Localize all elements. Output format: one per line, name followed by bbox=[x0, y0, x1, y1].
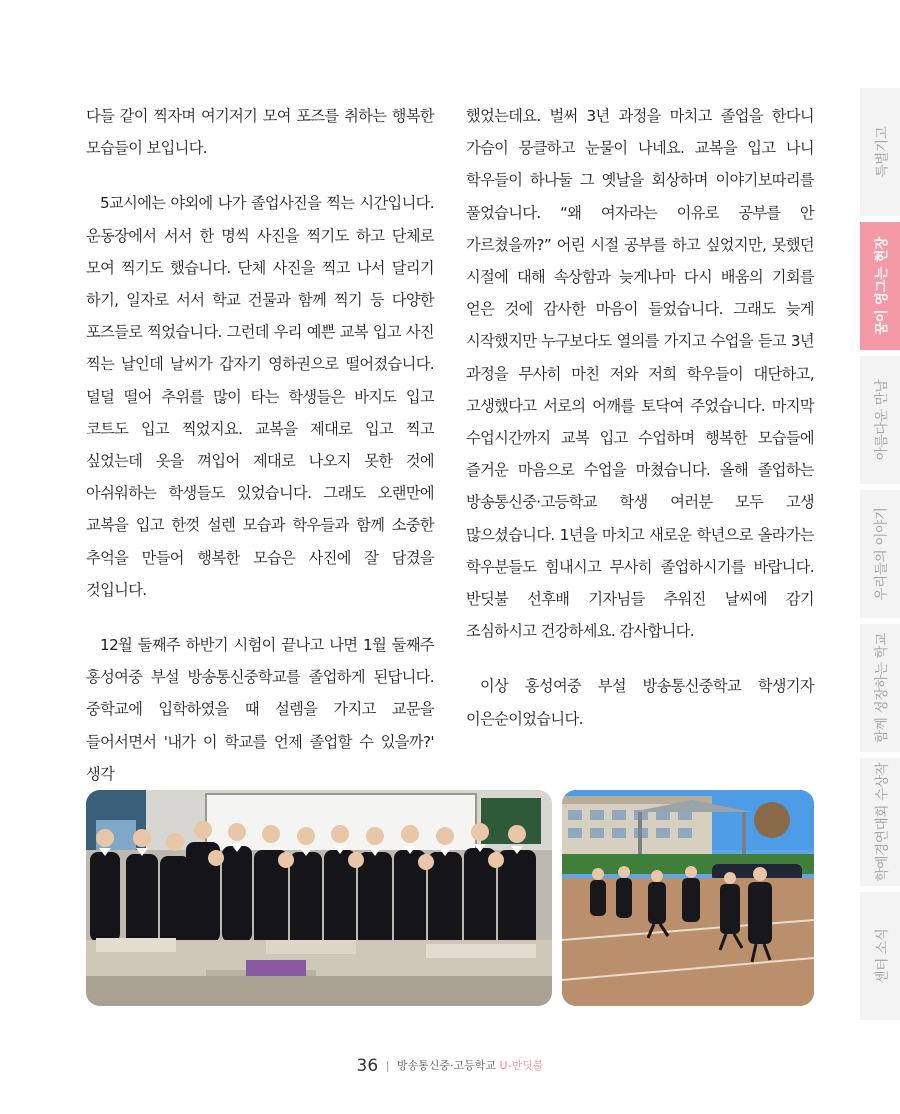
page-footer bbox=[0, 1056, 900, 1076]
paragraph: 12월 둘째주 하반기 시험이 끝나고 나면 1월 둘째주 홍성여중 부설 방송통신중학교를 졸업하게 된답니다. 중학교에 입학하였을 때 설렘을 가지고 교문을 들어서면서 '내가 이 학교를 언제 졸업할 수 있을까?' 생각 bbox=[86, 636, 434, 783]
paragraph: 다들 같이 찍자며 여기저기 모여 포즈를 취하는 행복한 모습들이 보입니다. bbox=[86, 107, 434, 158]
paragraph: 이상 홍성여중 부설 방송통신중학교 학생기자 이은순이었습니다. bbox=[466, 677, 814, 728]
footer-school: 방송통신중·고등학교 bbox=[396, 1059, 497, 1072]
footer-brand: U-반딧불 bbox=[499, 1059, 544, 1072]
tab-special-contribution[interactable] bbox=[860, 88, 900, 218]
left-column bbox=[86, 100, 434, 813]
tab-label: 센터 소식 bbox=[874, 928, 890, 984]
footer-separator: | bbox=[385, 1059, 390, 1072]
tab-label: 꿈이 영그는 현장 bbox=[874, 237, 890, 335]
paragraph: 했었는데요. 벌써 3년 과정을 마치고 졸업을 한다니 가슴이 뭉클하고 눈물이 나네요. 교복을 입고 나니 학우들이 하나둘 그 옛날을 회상하며 이야기보따리를 풀었습니다. “왜 여자라는 이유로 공부를 안 가르쳤을까?” 어린 시절 공부를 하고 싶었지만, 못했던 시절에 대해 속상함과 늦게나마 다시 배움의 기회를 얻은 것에 감사한 마음이 들었습니다. 그래도 늦게 시작했지만 누구보다도 열의를 가지고 수업을 듣고 3년 과정을 무사히 마친 저와 저희 학우들이 대단하고, 고생했다고 서로의 어깨를 토닥여 주었습니다. 마지막 수업시간까지 교복 입고 수업하며 행복한 모습들에 즐거운 마음으로 수업을 마쳤습니다. 올해 졸업하는 방송통신중·고등학교 학생 여러분 모두 고생 많으셨습니다. 1년을 마치고 새로운 학년으로 올라가는 학우분들도 힘내시고 무사히 졸업하시기를 바랍니다. 반딧불 선후배 기자님들 추워진 날씨에 감기 조심하시고 건강하세요. 감사합니다. bbox=[466, 107, 814, 641]
tab-our-stories[interactable] bbox=[860, 490, 900, 620]
right-column bbox=[466, 100, 814, 758]
tab-label: 우리들의 이야기 bbox=[874, 507, 890, 601]
outdoor-running-photo bbox=[562, 790, 814, 1006]
tab-growing-school[interactable] bbox=[860, 624, 900, 754]
paragraph: 5교시에는 야외에 나가 졸업사진을 찍는 시간입니다. 운동장에서 서서 한 명씩 사진을 찍기도 하고 단체로 모여 찍기도 했습니다. 단체 사진을 찍고 나서 달리기 하기, 일자로 서서 학교 건물과 함께 찍기 등 다양한 포즈들로 찍었습니다. 그런데 우리 예쁜 교복 입고 사진 찍는 날인데 날씨가 갑자기 영하권으로 떨어졌습니다. 덜덜 떨어 추위를 많이 타는 학생들은 바지도 입고 코트도 입고 찍었지요. 교복을 제대로 입고 찍고 싶었는데 옷을 껴입어 제대로 나오지 못한 것에 아쉬워하는 학생들도 있었습니다. 그래도 오랜만에 교복을 입고 한껏 설렌 모습과 학우들과 함께 소중한 추억을 만들어 행복한 모습은 사진에 잘 담겼을 것입니다. bbox=[86, 194, 434, 599]
tab-label: 학예경연대회 수상작 bbox=[874, 762, 891, 882]
tab-beautiful-meeting[interactable] bbox=[860, 356, 900, 486]
classroom-group-photo bbox=[86, 790, 552, 1006]
tab-center-news[interactable] bbox=[860, 892, 900, 1022]
tab-label: 특별기고 bbox=[874, 126, 890, 178]
tab-label: 함께 성장하는 학교 bbox=[874, 633, 891, 743]
tab-contest-winners[interactable] bbox=[860, 758, 900, 888]
tab-label: 아름다운 만남 bbox=[874, 379, 890, 461]
page-number: 36 bbox=[356, 1056, 379, 1076]
tab-dream-field[interactable] bbox=[860, 222, 900, 352]
